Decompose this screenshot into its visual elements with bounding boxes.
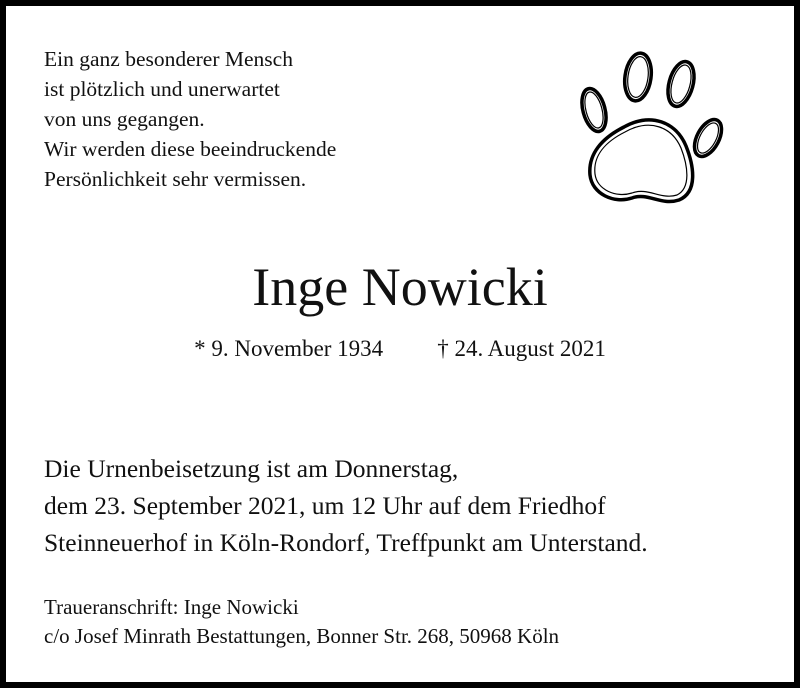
intro-line: ist plötzlich und unerwartet — [44, 77, 280, 101]
ceremony-line: Die Urnenbeisetzung ist am Donnerstag, — [44, 454, 459, 483]
ceremony-line: Steinneuerhof in Köln-Rondorf, Treffpunkt am Unterstand. — [44, 528, 648, 557]
ceremony-line: dem 23. September 2021, um 12 Uhr auf dem Friedhof — [44, 491, 606, 520]
ceremony-details — [44, 450, 648, 561]
toe-pad-2 — [622, 51, 654, 102]
address-line: Traueranschrift: Inge Nowicki — [44, 595, 299, 619]
deceased-name: Inge Nowicki — [252, 257, 548, 317]
death-date: † 24. August 2021 — [437, 336, 606, 361]
birth-date: * 9. November 1934 — [194, 336, 384, 361]
intro-line: von uns gegangen. — [44, 107, 205, 131]
address-line: c/o Josef Minrath Bestattungen, Bonner Str. 268, 50968 Köln — [44, 624, 560, 648]
intro-text — [44, 44, 336, 194]
intro-line: Ein ganz besonderer Mensch — [44, 47, 293, 71]
life-dates — [6, 332, 794, 366]
mourning-address — [44, 593, 559, 651]
intro-line: Wir werden diese beeindruckende — [44, 137, 337, 161]
intro-line: Persönlichkeit sehr vermissen. — [44, 167, 307, 191]
paw-print-icon — [566, 44, 731, 209]
toe-pad-4 — [689, 115, 727, 161]
